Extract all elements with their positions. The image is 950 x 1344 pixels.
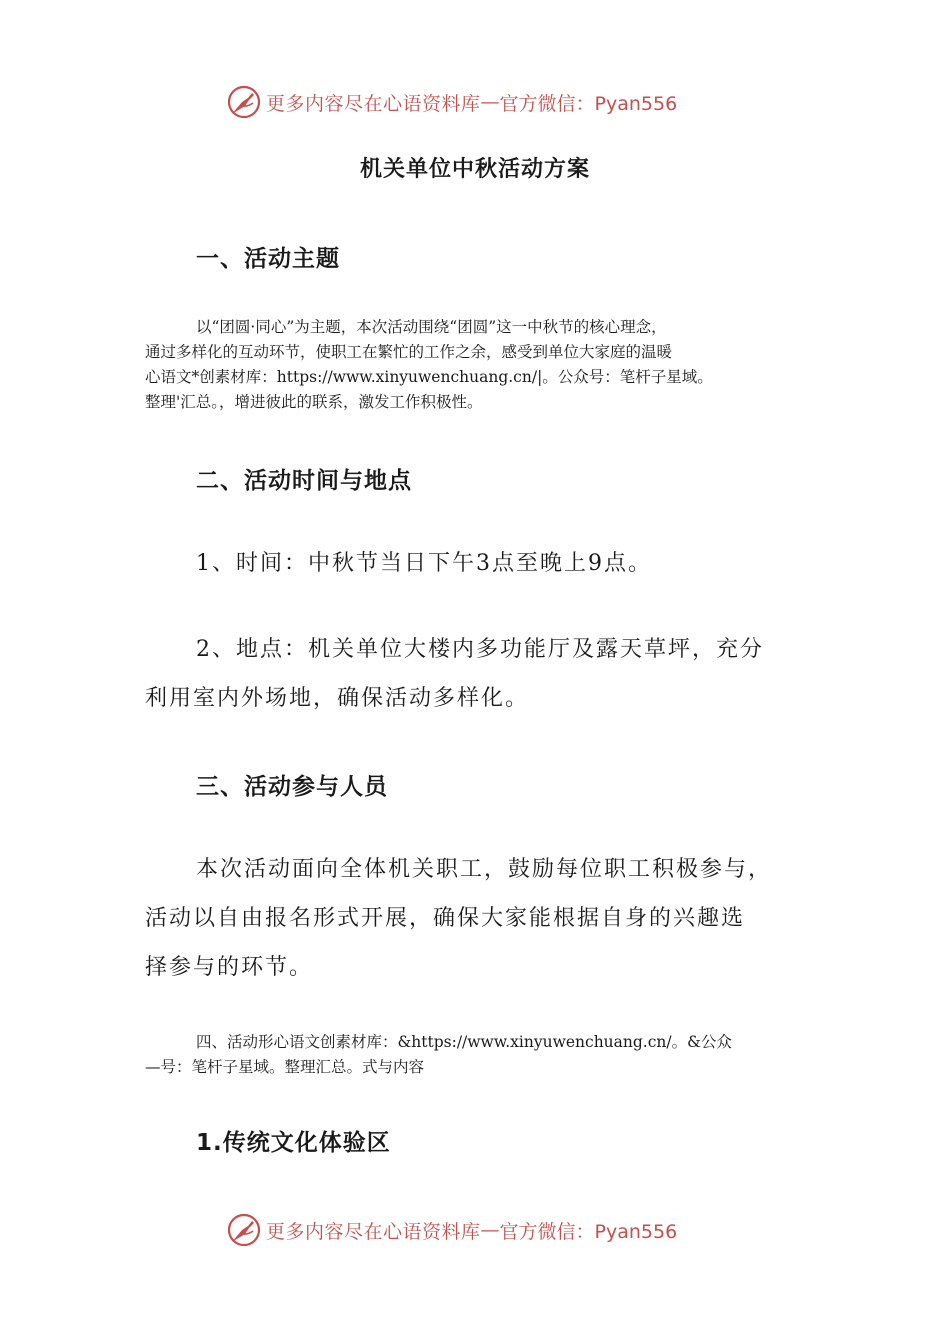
pen-nib-logo-icon [226,1212,262,1248]
section-body-place [145,625,805,723]
header-banner [226,82,677,122]
section-body-theme [145,315,805,415]
footer-banner [226,1210,677,1250]
document-title: 机关单位中秋活动方案 [359,157,590,182]
paragraph-line: 整理'汇总。，增进彼此的联系，激发工作积极性。 [145,393,483,411]
paragraph-line: 四、活动形心语文创素材库：&https://www.xinyuwenchuang.cn/。&公众 [196,1033,732,1051]
section-heading-theme: 一、活动主题 [196,246,340,272]
section-body-participants [145,845,805,992]
banner-wechat: 官方微信：Pyan556 [499,92,678,115]
banner-separator: — [480,91,500,113]
section-body-format [145,1030,805,1080]
banner-wechat: 官方微信：Pyan556 [499,1220,678,1243]
section-heading-participants: 三、活动参与人员 [196,774,388,800]
paragraph-line: 通过多样化的互动环节，使职工在繁忙的工作之余，感受到单位大家庭的温暖 [145,343,673,361]
paragraph-line: —号：笔杆子星域。整理汇总。式与内容 [145,1058,425,1076]
paragraph-line: 心语文*创素材库：https://www.xinyuwenchuang.cn/|。公众号：笔杆子星域。 [145,368,713,386]
paragraph-line: 以“团圆·同心”为主题，本次活动围绕“团圆”这一中秋节的核心理念， [196,318,667,336]
paragraph-line: 活动以自由报名形式开展，确保大家能根据自身的兴趣选 [145,906,746,931]
paragraph-line: 1、时间：中秋节当日下午3点至晚上9点。 [196,551,652,576]
pen-nib-logo-icon [226,84,262,120]
banner-text: 更多内容尽在心语资料库 [266,1220,481,1243]
paragraph-line: 2、地点：机关单位大楼内多功能厅及露天草坪，充分 [196,637,764,662]
paragraph-line: 本次活动面向全体机关职工，鼓励每位职工积极参与， [196,857,773,882]
paragraph-line: 择参与的环节。 [145,955,314,980]
banner-text: 更多内容尽在心语资料库 [266,92,481,115]
subheading-culture-zone: 1.传统文化体验区 [196,1130,391,1156]
banner-separator: — [480,1219,500,1241]
paragraph-line: 利用室内外场地，确保活动多样化。 [145,686,530,711]
section-heading-time-place: 二、活动时间与地点 [196,468,412,494]
section-body-time [145,539,805,588]
